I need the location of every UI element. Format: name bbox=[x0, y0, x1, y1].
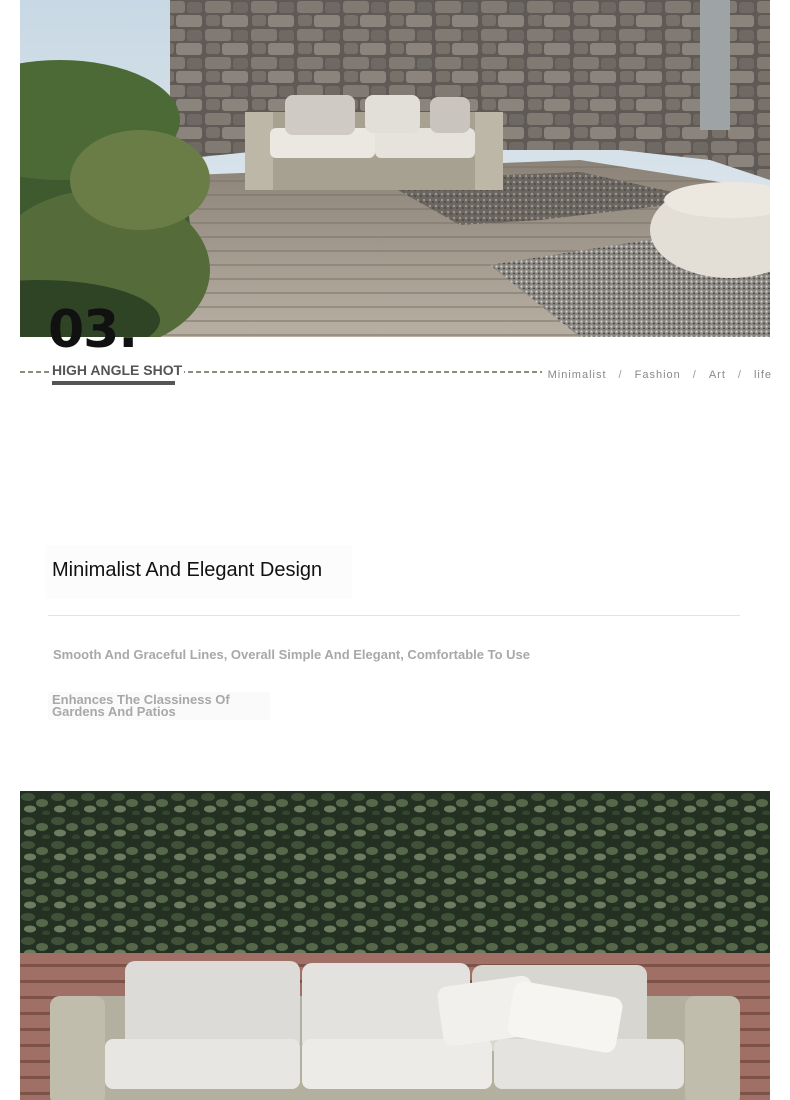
tag-separator: / bbox=[618, 369, 623, 381]
heading-divider bbox=[48, 615, 740, 616]
tag-separator: / bbox=[692, 369, 697, 381]
bottom-photo bbox=[20, 791, 770, 1100]
tag-fashion: Fashion bbox=[634, 369, 681, 381]
tag-art: Art bbox=[708, 369, 726, 381]
section-number: 03. bbox=[48, 300, 138, 360]
tag-minimalist: Minimalist bbox=[547, 369, 607, 381]
tag-list bbox=[542, 369, 772, 381]
shot-label: HIGH ANGLE SHOT bbox=[52, 362, 183, 378]
top-photo bbox=[20, 0, 770, 337]
description-line-1: Smooth And Graceful Lines, Overall Simple And Elegant, Comfortable To Use bbox=[53, 647, 530, 662]
shot-underline bbox=[52, 381, 175, 385]
tag-separator: / bbox=[737, 369, 742, 381]
tag-life: life bbox=[753, 369, 772, 381]
description-line-2: Enhances The Classiness Of Gardens And Patios bbox=[52, 692, 230, 719]
section-heading: Minimalist And Elegant Design bbox=[52, 559, 323, 581]
